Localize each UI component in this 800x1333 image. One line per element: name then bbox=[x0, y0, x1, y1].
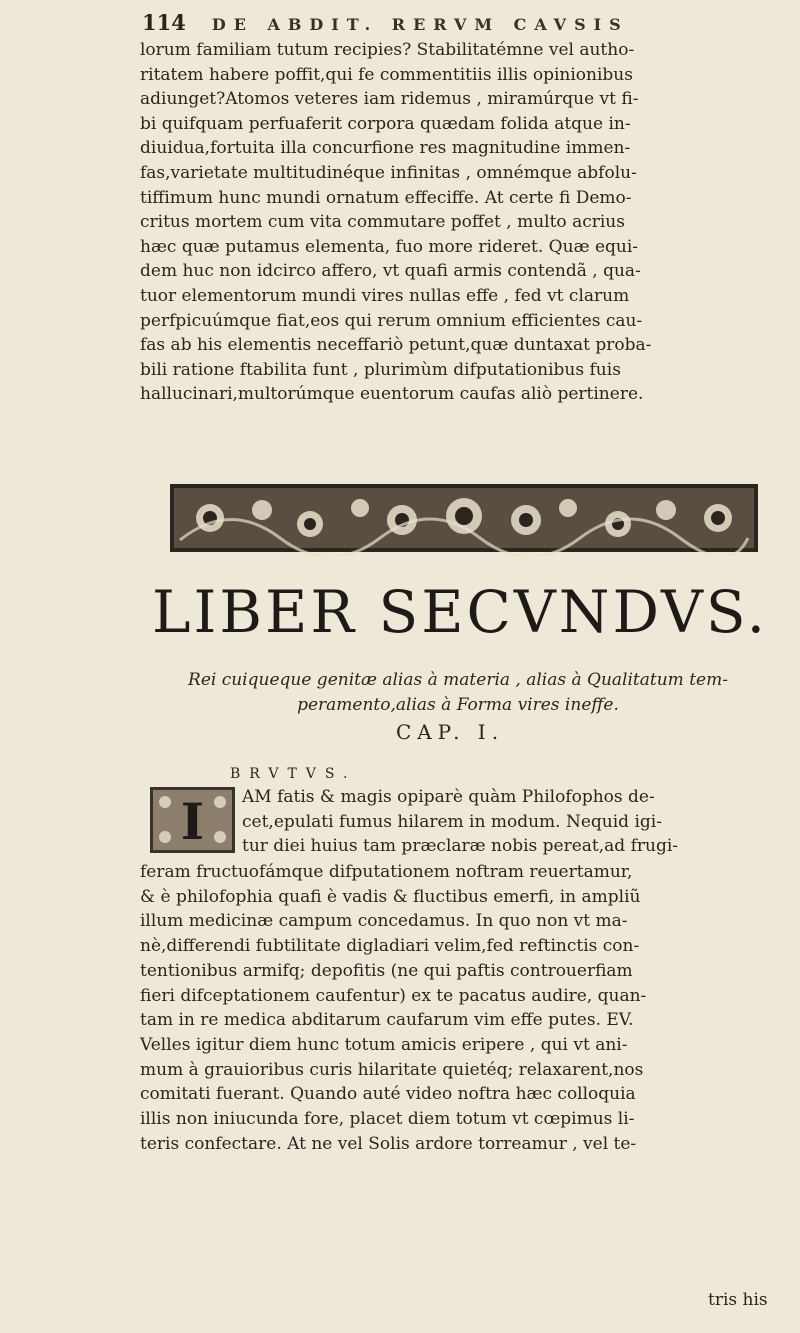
chapter-description bbox=[158, 668, 758, 718]
running-title: DE ABDIT. RERVM CAVSIS bbox=[211, 15, 629, 34]
dialogue-text bbox=[140, 860, 765, 1156]
text-line: & è philofophia quafi è vadis & fluctibus emerfi, in ampliũ bbox=[140, 886, 641, 907]
text-line: tam in re medica abditarum caufarum vim effe putes. EV. bbox=[140, 1010, 634, 1031]
text-line: cet,epulati fumus hilarem in modum. Nequid igi- bbox=[242, 811, 662, 832]
text-line: fieri difceptationem caufentur) ex te pacatus audire, quan- bbox=[140, 985, 647, 1006]
text-line: critus mortem cum vita commutare poffet , multo acrius bbox=[140, 212, 625, 233]
text-line: lorum familiam tutum recipies? Stabilitatémne vel autho- bbox=[140, 40, 635, 60]
text-line: Velles igitur diem hunc totum amicis eripere , qui vt ani- bbox=[140, 1034, 628, 1055]
catchword: tris his bbox=[708, 1290, 768, 1310]
text-line: ritatem habere poffit,qui fe commentitiis illis opinionibus bbox=[140, 64, 633, 85]
text-line: AM fatis & magis opiparè quàm Philofophos de- bbox=[242, 787, 655, 807]
chapter-description-line: Rei cuiqueque genitæ alias à materia , alias à Qualitatum tem- bbox=[188, 670, 728, 690]
text-line: hallucinari,multorúmque euentorum caufas aliò pertinere. bbox=[140, 384, 644, 405]
text-line: hæc quæ putamus elementa, fuo more rideret. Quæ equi- bbox=[140, 236, 639, 257]
text-line: bili ratione ftabilita funt , plurimùm difputationibus fuis bbox=[140, 359, 621, 380]
text-line: perfpicuúmque fiat,eos qui rerum omnium efficientes cau- bbox=[140, 310, 643, 331]
chapter-number: CAP. I. bbox=[395, 720, 505, 744]
text-line: feram fructuofámque difputationem noftram reuertamur, bbox=[140, 862, 633, 882]
chapter-description-line: peramento,alias à Forma vires ineffe. bbox=[297, 695, 619, 715]
book-title: LIBER SECVNDVS. bbox=[151, 578, 769, 646]
text-line: tur diei huius tam præclaræ nobis pereat,ad frugi- bbox=[242, 836, 679, 857]
text-line: illum medicinæ campum concedamus. In quo non vt ma- bbox=[140, 911, 628, 932]
text-line: comitati fuerant. Quando auté video noftra hæc colloquia bbox=[140, 1084, 636, 1105]
drop-initial-letter: I bbox=[180, 792, 205, 851]
decorated-initial bbox=[150, 787, 235, 853]
text-line: mum à grauioribus curis hilaritate quietéq; relaxarent,nos bbox=[140, 1059, 644, 1080]
running-head bbox=[142, 10, 762, 40]
paragraph-one bbox=[140, 38, 765, 407]
speaker-name: BRVTVS. bbox=[230, 766, 357, 782]
opening-lines bbox=[242, 785, 767, 859]
text-line: teris confectare. At ne vel Solis ardore torreamur , vel te- bbox=[140, 1133, 637, 1154]
text-line: dem huc non idcirco affero, vt quafi armis contendã , qua- bbox=[140, 261, 641, 282]
text-line: fas ab his elementis neceffariò petunt,quæ duntaxat proba- bbox=[140, 335, 652, 356]
text-line: tiffimum hunc mundi ornatum effeciffe. At certe fi Demo- bbox=[140, 187, 632, 208]
ornamental-headpiece bbox=[170, 480, 758, 556]
text-line: tentionibus armifq; depofitis (ne qui paftis controuerfiam bbox=[140, 960, 633, 981]
text-line: diuidua,fortuita illa concurfione res magnitudine immen- bbox=[140, 138, 631, 159]
text-line: tuor elementorum mundi vires nullas effe , fed vt clarum bbox=[140, 285, 630, 306]
text-line: fas,varietate multitudinéque infinitas , omnémque abfolu- bbox=[140, 162, 637, 183]
text-line: nè,differendi fubtilitate digladiari velim,fed reftinctis con- bbox=[140, 936, 640, 957]
text-line: illis non iniucunda fore, placet diem totum vt cœpimus li- bbox=[140, 1109, 635, 1130]
text-line: adiunget?Atomos veteres iam ridemus , miramúrque vt fi- bbox=[140, 89, 639, 110]
text-line: bi quifquam perfuaferit corpora quædam folida atque in- bbox=[140, 113, 631, 134]
page-number: 114 bbox=[142, 10, 186, 35]
